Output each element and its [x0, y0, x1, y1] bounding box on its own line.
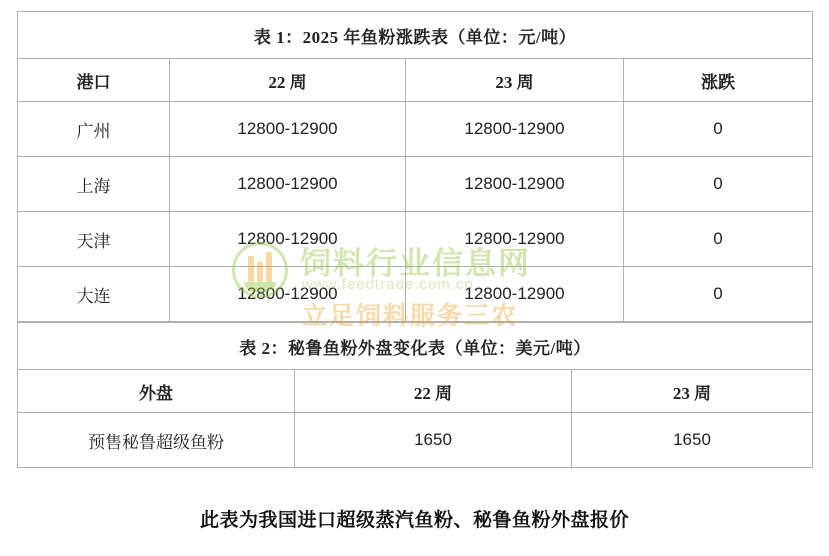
watermark-url: www.feedtrade.com.cn	[302, 276, 474, 293]
table-row	[18, 102, 813, 157]
table-row	[18, 157, 813, 212]
table1-row1-week23: 12800-12900	[406, 157, 624, 212]
table1-row0-week23: 12800-12900	[406, 102, 624, 157]
table1-row2-change: 0	[624, 212, 813, 267]
table1-row1-week22: 12800-12900	[170, 157, 406, 212]
table2-row0-week22: 1650	[295, 413, 572, 468]
table1-row0-change: 0	[624, 102, 813, 157]
fishmeal-price-table-1	[17, 11, 813, 322]
table-row	[18, 413, 813, 468]
watermark-slogan: 立足饲料服务三农	[302, 303, 519, 330]
watermark-title: 饲料行业信息网	[300, 246, 531, 281]
table2-title: 表 2：秘鲁鱼粉外盘变化表（单位：美元/吨）	[18, 323, 813, 370]
table-row	[18, 267, 813, 322]
table1-row2-week22: 12800-12900	[170, 212, 406, 267]
table1-title: 表 1：2025 年鱼粉涨跌表（单位：元/吨）	[18, 12, 813, 59]
table1-header-port: 港口	[18, 59, 170, 102]
table-title-row	[18, 12, 813, 59]
table1-row3-port: 大连	[18, 267, 170, 322]
tables-container	[17, 11, 812, 468]
table2-header-market: 外盘	[18, 370, 295, 413]
table1-row3-week22: 12800-12900	[170, 267, 406, 322]
table-row	[18, 212, 813, 267]
table2-row0-market: 预售秘鲁超级鱼粉	[18, 413, 295, 468]
table1-row1-change: 0	[624, 157, 813, 212]
table1-row3-change: 0	[624, 267, 813, 322]
table1-row1-port: 上海	[18, 157, 170, 212]
peru-fishmeal-table-2	[17, 322, 813, 468]
table-header-row	[18, 370, 813, 413]
table2-row0-week23: 1650	[572, 413, 813, 468]
table-title-row	[18, 323, 813, 370]
footnote-text: 此表为我国进口超级蒸汽鱼粉、秘鲁鱼粉外盘报价	[199, 510, 629, 531]
table1-row3-week23: 12800-12900	[406, 267, 624, 322]
table1-header-week23: 23 周	[406, 59, 624, 102]
table1-row0-week22: 12800-12900	[170, 102, 406, 157]
table1-header-change: 涨跌	[624, 59, 813, 102]
table-header-row	[18, 59, 813, 102]
table1-row2-port: 天津	[18, 212, 170, 267]
table1-header-week22: 22 周	[170, 59, 406, 102]
table2-header-week23: 23 周	[572, 370, 813, 413]
table1-row2-week23: 12800-12900	[406, 212, 624, 267]
table2-header-week22: 22 周	[295, 370, 572, 413]
table1-row0-port: 广州	[18, 102, 170, 157]
